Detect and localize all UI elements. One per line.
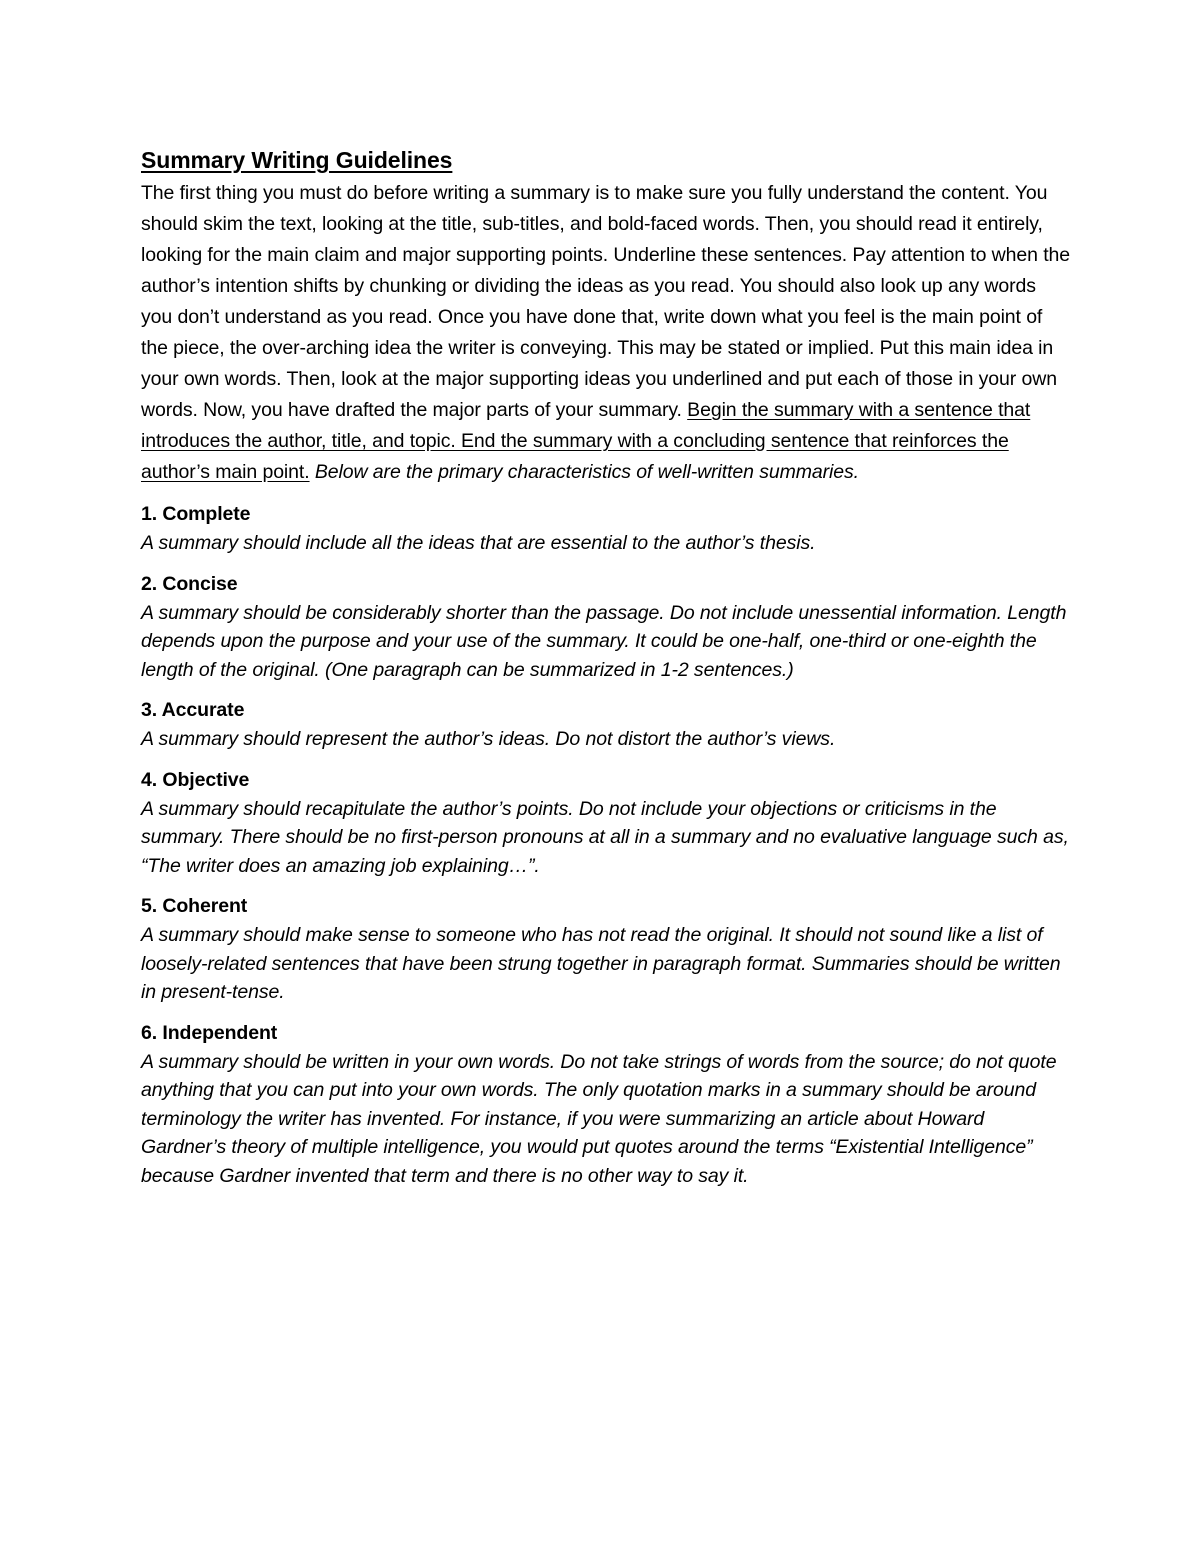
section-heading: 2. Concise <box>141 572 238 595</box>
section-heading: 3. Accurate <box>141 699 245 721</box>
section-body: A summary should recapitulate the author’s points. Do not include your objections or criticisms in the summary. There should be no first-person pronouns at all in a summary and no evaluative language such as, “The writer does an amazing job explaining…”. <box>141 797 1069 877</box>
section-concise <box>141 570 1071 685</box>
intro-text: The first thing you must do before writing a summary is to make sure you fully understand the content. You should skim the text, looking at the title, sub-titles, and bold-faced words. Then, you should read it entirely, looking for the main claim and major supporting points. Underline these sentences. Pay attention to when the author’s intention shifts by chunking or dividing the ideas as you read. You should also look up any words you don’t understand as you read. Once you have done that, write down what you feel is the main point of the piece, the over-arching idea the writer is conveying. This may be stated or implied. Put this main idea in your own words. Then, look at the major supporting ideas you underlined and put each of those in your own words. Now, you have drafted the major parts of your summary. <box>141 182 1071 421</box>
section-objective <box>141 766 1071 881</box>
section-heading: 5. Coherent <box>141 895 248 917</box>
section-accurate <box>141 696 1071 754</box>
document-page <box>141 142 1071 1190</box>
section-coherent <box>141 892 1071 1007</box>
section-body: A summary should make sense to someone who has not read the original. It should not sound like a list of loosely-related sentences that have been strung together in paragraph format. Summaries should be written in present-tense. <box>141 924 1061 1003</box>
section-body: A summary should be written in your own words. Do not take strings of words from the source; do not quote anything that you can put into your own words. The only quotation marks in a summary should be around terminology the writer has invented. For instance, if you were summarizing an article about Howard Gardner’s theory of multiple intelligence, you would put quotes around the terms “Existential Intelligence” because Gardner invented that term and there is no other way to say it. <box>141 1050 1057 1187</box>
section-body: A summary should include all the ideas that are essential to the author’s thesis. <box>141 532 816 554</box>
section-body: A summary should represent the author’s ideas. Do not distort the author’s views. <box>141 728 836 750</box>
section-heading: 1. Complete <box>141 503 251 525</box>
intro-paragraph <box>141 178 1071 488</box>
intro-italic-text: Below are the primary characteristics of well-written summaries. <box>309 461 859 483</box>
section-heading: 4. Objective <box>141 768 250 791</box>
section-independent <box>141 1019 1071 1191</box>
section-body: A summary should be considerably shorter than the passage. Do not include unessential information. Length depends upon the purpose and your use of the summary. It could be one-half, one-third or one-eighth the length of the original. (One paragraph can be summarized in 1-2 sentences.) <box>141 601 1067 681</box>
section-complete <box>141 500 1071 558</box>
section-heading: 6. Independent <box>141 1021 278 1044</box>
intro-underlined-text: Begin the summary with a sentence that introduces the author, title, and topic. End the summary with a concluding sentence that reinforces the author’s main point. <box>141 399 1031 483</box>
document-title: Summary Writing Guidelines <box>141 147 453 173</box>
